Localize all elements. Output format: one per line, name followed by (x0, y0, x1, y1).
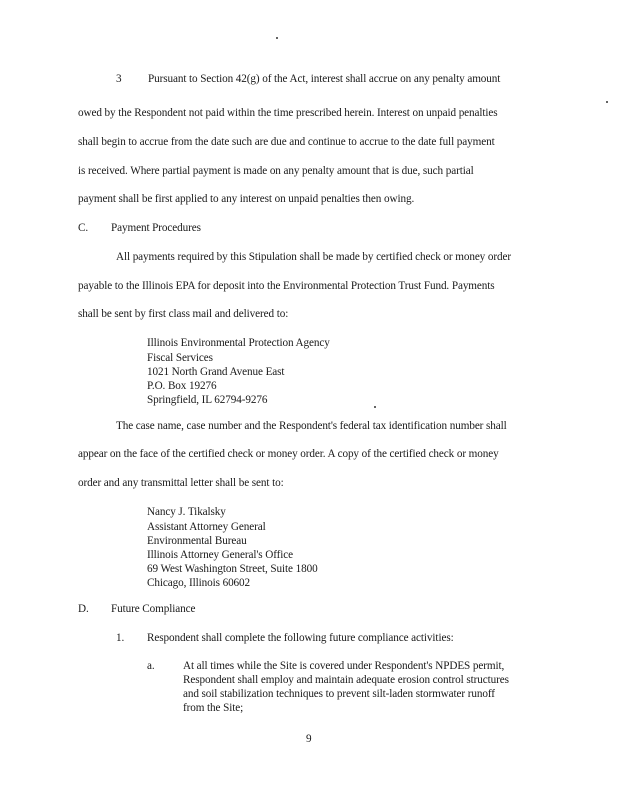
address-line: Illinois Environmental Protection Agency (147, 337, 330, 349)
address-line: Springfield, IL 62794-9276 (147, 394, 268, 406)
item-number: 1. (116, 632, 125, 644)
paragraph-line: owed by the Respondent not paid within the time prescribed herein. Interest on unpaid penalties (78, 107, 498, 119)
address-line: Assistant Attorney General (147, 521, 266, 533)
paragraph-line: is received. Where partial payment is made on any penalty amount that is due, such partial (78, 165, 474, 177)
page-number: 9 (306, 733, 312, 745)
paragraph-number: 3 (116, 73, 122, 85)
paragraph-line: All payments required by this Stipulation shall be made by certified check or money order (116, 251, 511, 263)
scan-speck (276, 37, 278, 39)
paragraph-line: payment shall be first applied to any interest on unpaid penalties then owing. (78, 193, 415, 205)
address-line: 1021 North Grand Avenue East (147, 366, 285, 378)
subitem-letter: a. (147, 660, 155, 672)
address-line: Environmental Bureau (147, 535, 247, 547)
paragraph-line: order and any transmittal letter shall be sent to: (78, 477, 284, 489)
paragraph-line: The case name, case number and the Respondent's federal tax identification number shall (116, 420, 507, 432)
subitem-line: and soil stabilization techniques to prevent silt-laden stormwater runoff (183, 688, 495, 700)
subitem-line: from the Site; (183, 702, 244, 714)
address-line: P.O. Box 19276 (147, 380, 217, 392)
address-line: Fiscal Services (147, 352, 213, 364)
paragraph-line: payable to the Illinois EPA for deposit into the Environmental Protection Trust Fund. Payments (78, 280, 495, 292)
paragraph-line: shall begin to accrue from the date such are due and continue to accrue to the date full payment (78, 136, 495, 148)
section-heading: Future Compliance (111, 603, 196, 615)
paragraph-line: shall be sent by first class mail and delivered to: (78, 308, 289, 320)
section-letter: D. (78, 603, 89, 615)
paragraph-line: Pursuant to Section 42(g) of the Act, interest shall accrue on any penalty amount (148, 73, 501, 85)
subitem-line: Respondent shall employ and maintain adequate erosion control structures (183, 674, 509, 686)
address-line: Illinois Attorney General's Office (147, 549, 293, 561)
subitem-line: At all times while the Site is covered under Respondent's NPDES permit, (183, 660, 505, 672)
address-line: 69 West Washington Street, Suite 1800 (147, 563, 318, 575)
section-heading: Payment Procedures (111, 222, 201, 234)
item-text: Respondent shall complete the following future compliance activities: (147, 632, 454, 644)
section-letter: C. (78, 222, 89, 234)
scan-speck (374, 406, 376, 408)
paragraph-line: appear on the face of the certified check or money order. A copy of the certified check or money (78, 448, 499, 460)
scan-speck (606, 101, 608, 103)
address-line: Nancy J. Tikalsky (147, 506, 226, 518)
address-line: Chicago, Illinois 60602 (147, 577, 251, 589)
